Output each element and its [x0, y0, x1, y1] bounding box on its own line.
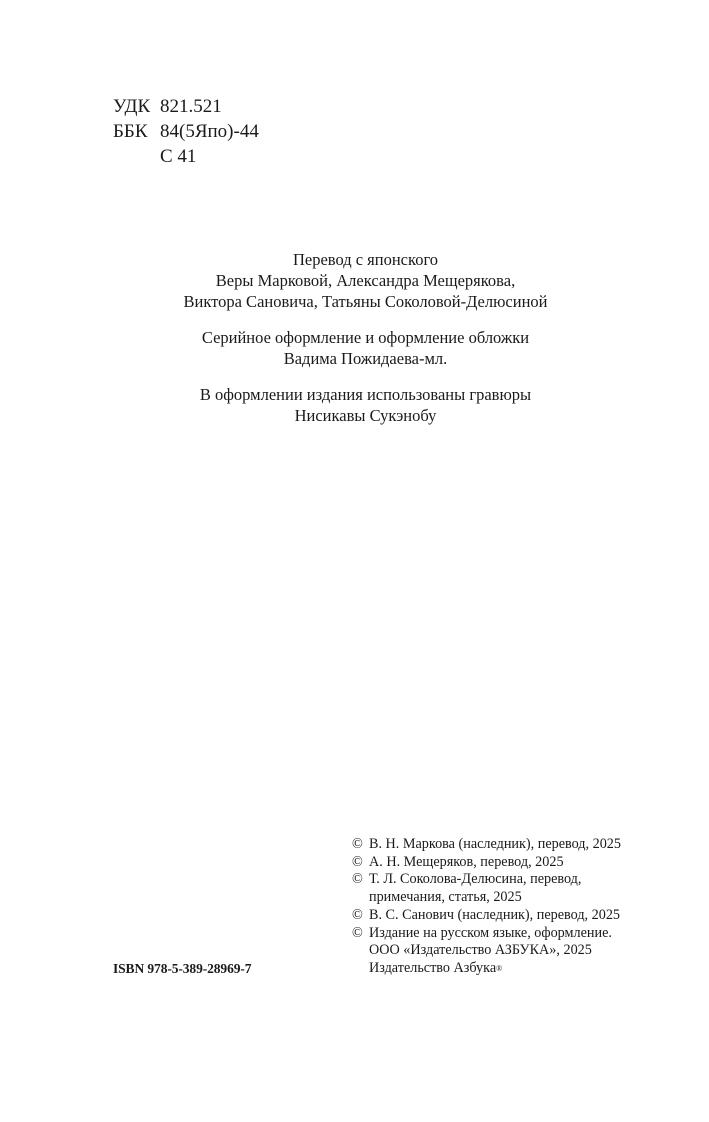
copyright-item	[352, 925, 621, 978]
publisher-line	[369, 960, 612, 978]
copyright-line: В. С. Санович (наследник), перевод, 2025	[369, 906, 621, 923]
translation-credit	[0, 249, 709, 312]
bbk-label: ББК	[113, 121, 148, 142]
copyright-block	[352, 836, 621, 978]
bbk-value: 84(5Япо)-44	[160, 121, 259, 142]
engravings-credit	[0, 384, 709, 426]
copyright-icon: ©	[352, 906, 363, 923]
credit-line: Серийное оформление и оформление обложки	[201, 328, 530, 347]
credit-line: Перевод с японского	[292, 250, 439, 269]
copyright-icon: ©	[352, 853, 363, 870]
copyright-icon: ©	[352, 924, 363, 941]
author-mark: С 41	[160, 146, 197, 167]
credit-line: Нисикавы Сукэнобу	[294, 406, 437, 425]
udk-row	[113, 94, 259, 119]
copyright-line: примечания, статья, 2025	[369, 889, 522, 906]
copyright-item	[352, 854, 621, 872]
copyright-item	[352, 871, 621, 906]
copyright-icon: ©	[352, 871, 363, 888]
credit-line: Вадима Пожидаева-мл.	[283, 349, 448, 368]
copyright-line: Т. Л. Соколова-Делюсина, перевод,	[369, 871, 582, 888]
copyright-line: В. Н. Маркова (наследник), перевод, 2025	[369, 836, 621, 852]
copyright-item	[352, 907, 621, 925]
isbn: ISBN 978-5-389-28969-7	[113, 961, 252, 976]
copyright-line: ООО «Издательство АЗБУКА», 2025	[369, 942, 592, 959]
credit-line: Виктора Сановича, Татьяны Соколовой-Делюсиной	[183, 292, 548, 311]
credits-block	[0, 249, 709, 441]
registered-mark-icon: ®	[496, 963, 503, 973]
udk-label: УДК	[113, 96, 151, 117]
credit-line: Веры Марковой, Александра Мещерякова,	[215, 271, 516, 290]
copyright-icon: ©	[352, 836, 363, 852]
udk-value: 821.521	[160, 96, 222, 117]
bbk-row	[113, 119, 259, 144]
copyright-line: А. Н. Мещеряков, перевод, 2025	[369, 853, 564, 870]
copyright-line: Издание на русском языке, оформление.	[369, 924, 612, 941]
publisher-name: Издательство Азбука	[369, 959, 497, 976]
design-credit	[0, 327, 709, 369]
credit-line: В оформлении издания использованы гравюры	[199, 385, 532, 404]
classification-block	[113, 94, 259, 169]
author-mark-row	[113, 144, 259, 169]
copyright-item	[352, 836, 621, 854]
